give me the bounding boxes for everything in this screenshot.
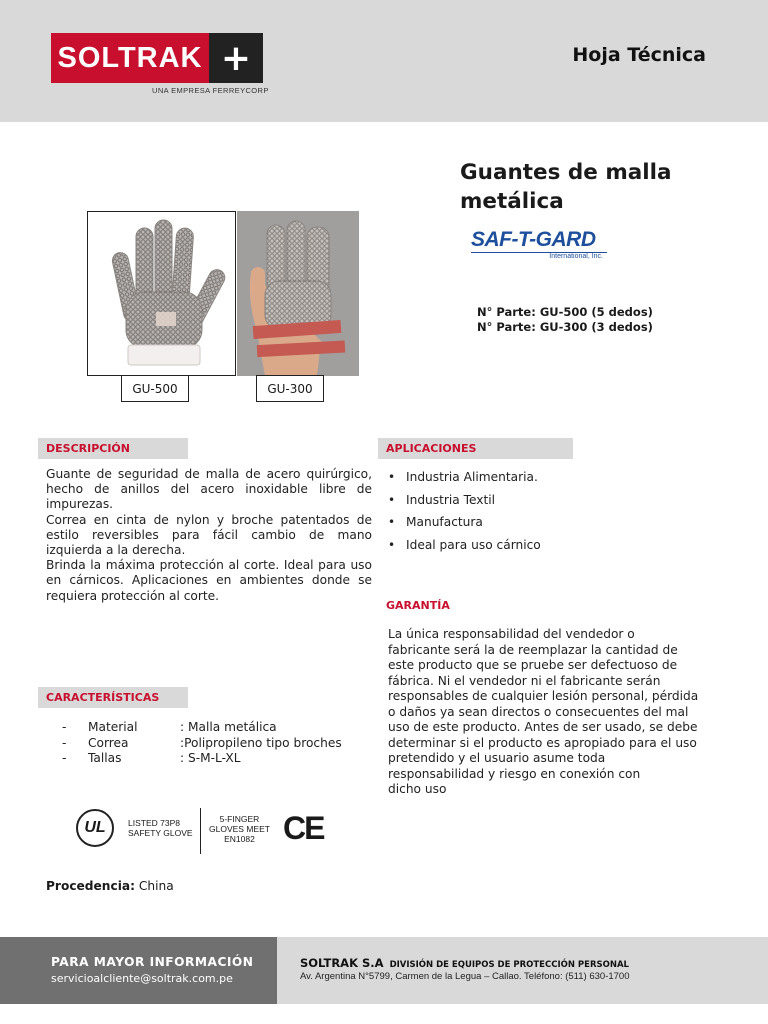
- brand-subtitle: International, Inc.: [471, 252, 607, 260]
- caracteristicas-table: [62, 720, 342, 767]
- logo-plus-icon: +: [209, 33, 263, 83]
- footer-address: Av. Argentina N°5799, Carmen de la Legua – Callao. Teléfono: (511) 630-1700: [300, 971, 630, 982]
- list-item: • Industria Alimentaria.: [388, 469, 541, 492]
- descripcion-text: [46, 467, 372, 604]
- footer-company-name: SOLTRAK S.A: [300, 956, 384, 970]
- footer-info-title: PARA MAYOR INFORMACIÓN: [51, 955, 254, 969]
- en1082-text: 5-FINGER GLOVES MEET EN1082: [209, 814, 270, 844]
- page-footer: [0, 937, 768, 1004]
- list-item: • Manufactura: [388, 514, 541, 537]
- footer-division: DIVISIÓN DE EQUIPOS DE PROTECCIÓN PERSONAL: [389, 960, 629, 970]
- footer-company: [300, 956, 629, 970]
- descripcion-paragraph: Brinda la máxima protección al corte. Ideal para uso en cárnicos. Aplicaciones en ambientes donde se requiera protección al corte.: [46, 558, 372, 603]
- list-item: • Industria Textil: [388, 492, 541, 515]
- garantia-text: La única responsabilidad del vendedor o fabricante será la de reemplazar la cantidad de este producto que se pruebe ser defectuoso de fábrica. Ni el vendedor ni el fabricante serán responsables de cualquier lesión personal, pérdida o daños ya sean directos o consecuentes del mal uso de este producto. Antes de ser usado, se debe determinar si el producto es apropiado para el uso pretendido y el usuario asume toda responsabilidad y riesgo en conexión con dicho uso: [388, 627, 699, 796]
- procedencia: [46, 879, 174, 893]
- footer-email-link[interactable]: servicioalcliente@soltrak.com.pe: [51, 972, 233, 985]
- product-title: Guantes de malla metálica: [460, 160, 672, 214]
- logo-wordmark: SOLTRAK: [51, 33, 209, 83]
- aplicaciones-list: [388, 469, 541, 559]
- ce-mark-icon: CE: [283, 810, 324, 846]
- section-heading-aplicaciones: APLICACIONES: [378, 438, 573, 459]
- ul-listing-text: LISTED 73P8 SAFETY GLOVE: [128, 818, 193, 838]
- part-number-gu500: N° Parte: GU-500 (5 dedos): [477, 305, 653, 319]
- section-heading-caracteristicas: CARACTERÍSTICAS: [38, 687, 188, 708]
- saftgard-logo: [471, 229, 607, 263]
- brand-name: SAF-T-GARD: [471, 228, 596, 251]
- table-row: - Tallas : S-M-L-XL: [62, 751, 241, 765]
- section-heading-descripcion: DESCRIPCIÓN: [38, 438, 188, 459]
- page-header: [0, 0, 768, 122]
- ul-listed-icon: UL: [76, 809, 114, 847]
- list-item: • Ideal para uso cárnico: [388, 537, 541, 560]
- logo-subtitle: UNA EMPRESA FERREYCORP: [152, 86, 269, 95]
- footer-contact-panel: [0, 937, 277, 1004]
- procedencia-label: Procedencia:: [46, 879, 135, 893]
- table-row: - Correa :Polipropileno tipo broches: [62, 735, 342, 750]
- section-heading-garantia: GARANTÍA: [386, 599, 450, 612]
- procedencia-value: China: [134, 879, 174, 893]
- glove-gu500-image: [87, 211, 236, 376]
- descripcion-paragraph: Correa en cinta de nylon y broche patentados de estilo reversibles para fácil cambio de mano izquierda a la derecha.: [46, 512, 372, 558]
- image-label-gu300: GU-300: [256, 375, 324, 402]
- cert-divider: [200, 808, 201, 854]
- table-row: - Material : Malla metálica: [62, 720, 277, 734]
- soltrak-logo: [51, 33, 263, 83]
- image-label-gu500: GU-500: [121, 375, 189, 402]
- page-title: Hoja Técnica: [572, 44, 706, 66]
- certification-marks: [76, 806, 336, 856]
- descripcion-paragraph: Guante de seguridad de malla de acero quirúrgico, hecho de anillos del acero inoxidable libre de impurezas.: [46, 467, 372, 512]
- part-numbers: [477, 305, 653, 335]
- part-number-gu300: N° Parte: GU-300 (3 dedos): [477, 320, 653, 334]
- glove-gu300-image: [237, 211, 359, 376]
